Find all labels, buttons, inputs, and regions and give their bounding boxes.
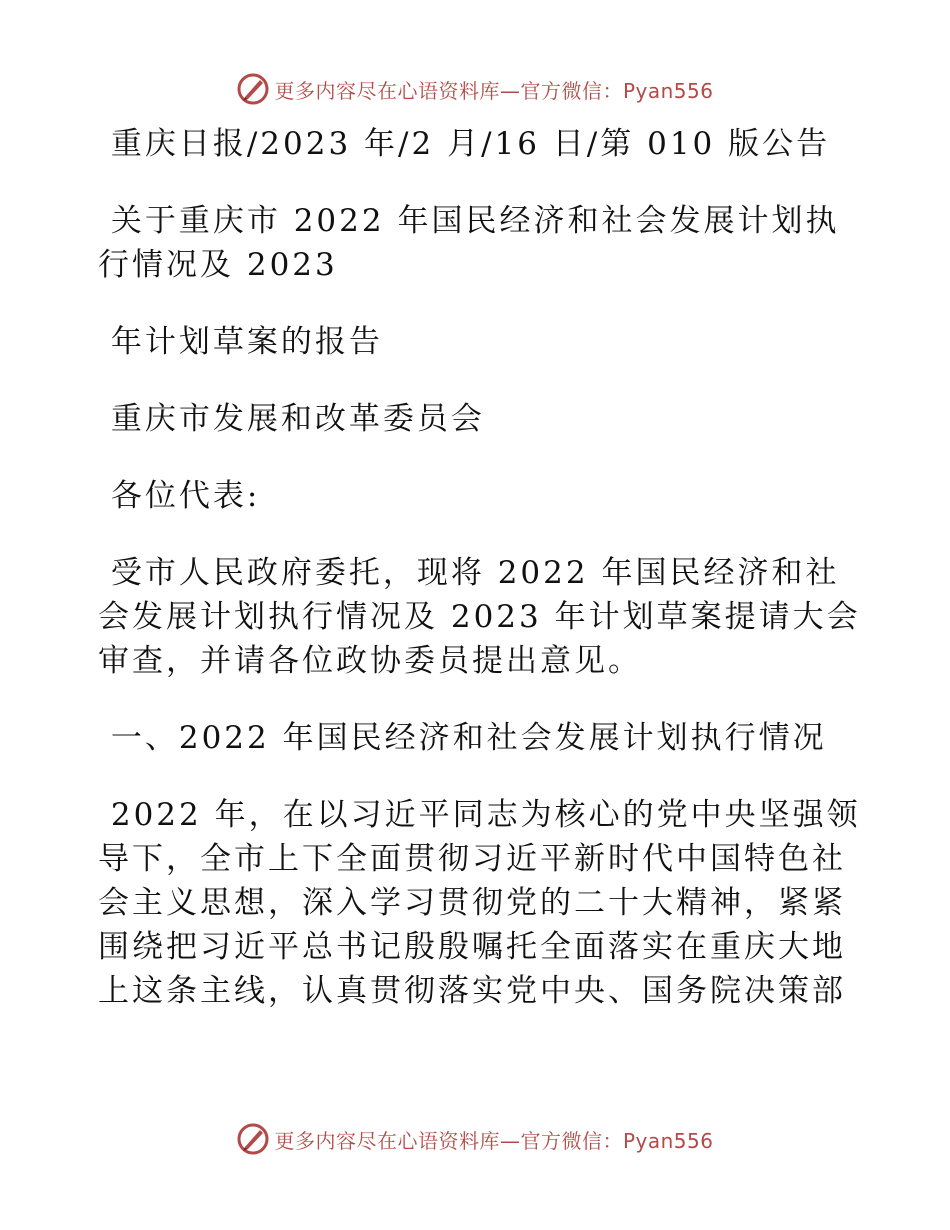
text-line: 受市人民政府委托，现将 2022 年国民经济和社 (98, 555, 840, 591)
text-line: 重庆日报/2023 年/2 月/16 日/第 010 版公告 (98, 126, 831, 162)
text-line: 审查，并请各位政协委员提出意见。 (98, 643, 642, 679)
text-line: 导下，全市上下全面贯彻习近平新时代中国特色社 (98, 841, 846, 877)
paragraph-author (98, 397, 858, 441)
paragraph-title (98, 199, 858, 287)
text-line: 年计划草案的报告 (98, 324, 383, 360)
text-line: 会发展计划执行情况及 2023 年计划草案提请大会 (98, 599, 861, 635)
watermark-text: 更多内容尽在心语资料库—官方微信：Pyan556 (274, 78, 714, 103)
paragraph-source-line (98, 122, 858, 166)
text-line: 关于重庆市 2022 年国民经济和社会发展计划执 (98, 203, 840, 239)
quill-pen-logo-icon (236, 72, 270, 106)
document-body (98, 122, 861, 1013)
section-heading (98, 716, 858, 760)
paragraph-salutation (98, 474, 858, 518)
watermark-header (0, 72, 950, 106)
text-line: 上这条主线，认真贯彻落实党中央、国务院决策部 (98, 973, 846, 1009)
text-line: 2022 年，在以习近平同志为核心的党中央坚强领 (98, 797, 861, 833)
text-line: 一、2022 年国民经济和社会发展计划执行情况 (98, 720, 827, 756)
text-line: 各位代表: (98, 478, 261, 514)
paragraph-body (98, 793, 861, 1013)
watermark-text: 更多内容尽在心语资料库—官方微信：Pyan556 (274, 1128, 714, 1153)
text-line: 围绕把习近平总书记殷殷嘱托全面落实在重庆大地 (98, 929, 846, 965)
text-line: 会主义思想，深入学习贯彻党的二十大精神，紧紧 (98, 885, 846, 921)
paragraph-intro (98, 551, 861, 683)
paragraph-title-continued (98, 320, 858, 364)
watermark-footer (0, 1122, 950, 1156)
quill-pen-logo-icon (236, 1122, 270, 1156)
text-line: 重庆市发展和改革委员会 (98, 401, 485, 437)
text-line: 行情况及 2023 (98, 247, 338, 283)
